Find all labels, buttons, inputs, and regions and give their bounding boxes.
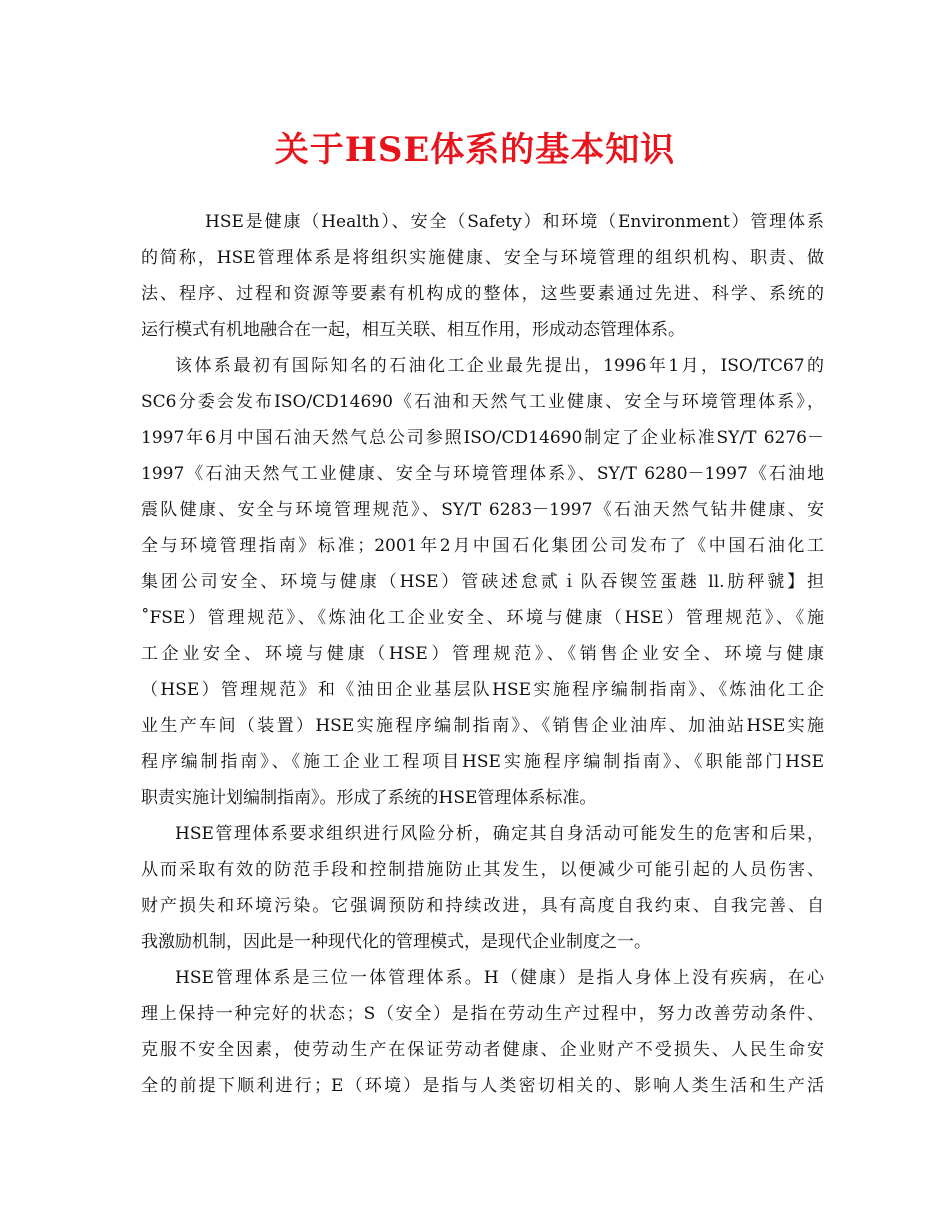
text-line: 全的前提下顺利进行；E（环境）是指与人类密切相关的、影响人类生活和生产活 bbox=[141, 1076, 824, 1096]
text-line: 1997年6月中国石油天然气总公司参照ISO/CD14690制定了企业标准SY/T 6276－ bbox=[141, 428, 824, 448]
text-line: 克服不安全因素，使劳动生产在保证劳动者健康、企业财产不受损失、人民生命安 bbox=[141, 1040, 824, 1060]
text-line: 1997《石油天然气工业健康、安全与环境管理体系》、SY/T 6280－1997《石油地 bbox=[141, 464, 824, 484]
text-line: 从而采取有效的防范手段和控制措施防止其发生，以便减少可能引起的人员伤害、 bbox=[141, 860, 824, 880]
text-line: SC6分委会发布ISO/CD14690《石油和天然气工业健康、安全与环境管理体系》， bbox=[141, 392, 824, 412]
document-body bbox=[141, 204, 824, 1104]
text-line: 我激励机制，因此是一种现代化的管理模式，是现代企业制度之一。 bbox=[141, 932, 651, 952]
text-line: 集团公司安全、环境与健康（HSE）管硖述怠贰ｉ队吞锲笠蛋趎 ll.肪秤虢】担 bbox=[141, 572, 824, 592]
text-line: HSE管理体系要求组织进行风险分析，确定其自身活动可能发生的危害和后果， bbox=[175, 824, 824, 844]
document-title: 关于HSE体系的基本知识 bbox=[274, 130, 676, 170]
paragraph-1 bbox=[141, 204, 824, 348]
text-line: 理上保持一种完好的状态；S（安全）是指在劳动生产过程中，努力改善劳动条件、 bbox=[141, 1004, 824, 1024]
text-line: 的简称，HSE管理体系是将组织实施健康、安全与环境管理的组织机构、职责、做 bbox=[141, 248, 824, 268]
text-line: 程序编制指南》、《施工企业工程项目HSE实施程序编制指南》、《职能部门HSE bbox=[141, 752, 824, 772]
text-line: 财产损失和环境污染。它强调预防和持续改进，具有高度自我约束、自我完善、自 bbox=[141, 896, 824, 916]
text-line: 运行模式有机地融合在一起，相互关联、相互作用，形成动态管理体系。 bbox=[141, 320, 685, 340]
text-line: 职责实施计划编制指南》。形成了系统的HSE管理体系标准。 bbox=[141, 788, 597, 808]
paragraph-4 bbox=[141, 960, 824, 1104]
text-line: HSE是健康（Health）、安全（Safety）和环境（Environment）管理体系 bbox=[205, 212, 824, 232]
text-line: 工企业安全、环境与健康（HSE）管理规范》、《销售企业安全、环境与健康 bbox=[141, 644, 824, 664]
text-line: 该体系最初有国际知名的石油化工企业最先提出，1996年1月，ISO/TC67的 bbox=[175, 356, 824, 376]
text-line: 全与环境管理指南》标准；2001年2月中国石化集团公司发布了《中国石油化工 bbox=[141, 536, 824, 556]
text-line: 业生产车间（装置）HSE实施程序编制指南》、《销售企业油库、加油站HSE实施 bbox=[141, 716, 824, 736]
text-line: （HSE）管理规范》和《油田企业基层队HSE实施程序编制指南》、《炼油化工企 bbox=[141, 680, 824, 700]
text-line: HSE管理体系是三位一体管理体系。H（健康）是指人身体上没有疾病，在心 bbox=[175, 968, 824, 988]
text-line: 震队健康、安全与环境管理规范》、SY/T 6283－1997《石油天然气钻井健康、安 bbox=[141, 500, 824, 520]
text-line: ˚FSE）管理规范》、《炼油化工企业安全、环境与健康（HSE）管理规范》、《施 bbox=[141, 608, 824, 628]
text-line: 法、程序、过程和资源等要素有机构成的整体，这些要素通过先进、科学、系统的 bbox=[141, 284, 824, 304]
paragraph-2 bbox=[141, 348, 824, 816]
paragraph-3 bbox=[141, 816, 824, 960]
